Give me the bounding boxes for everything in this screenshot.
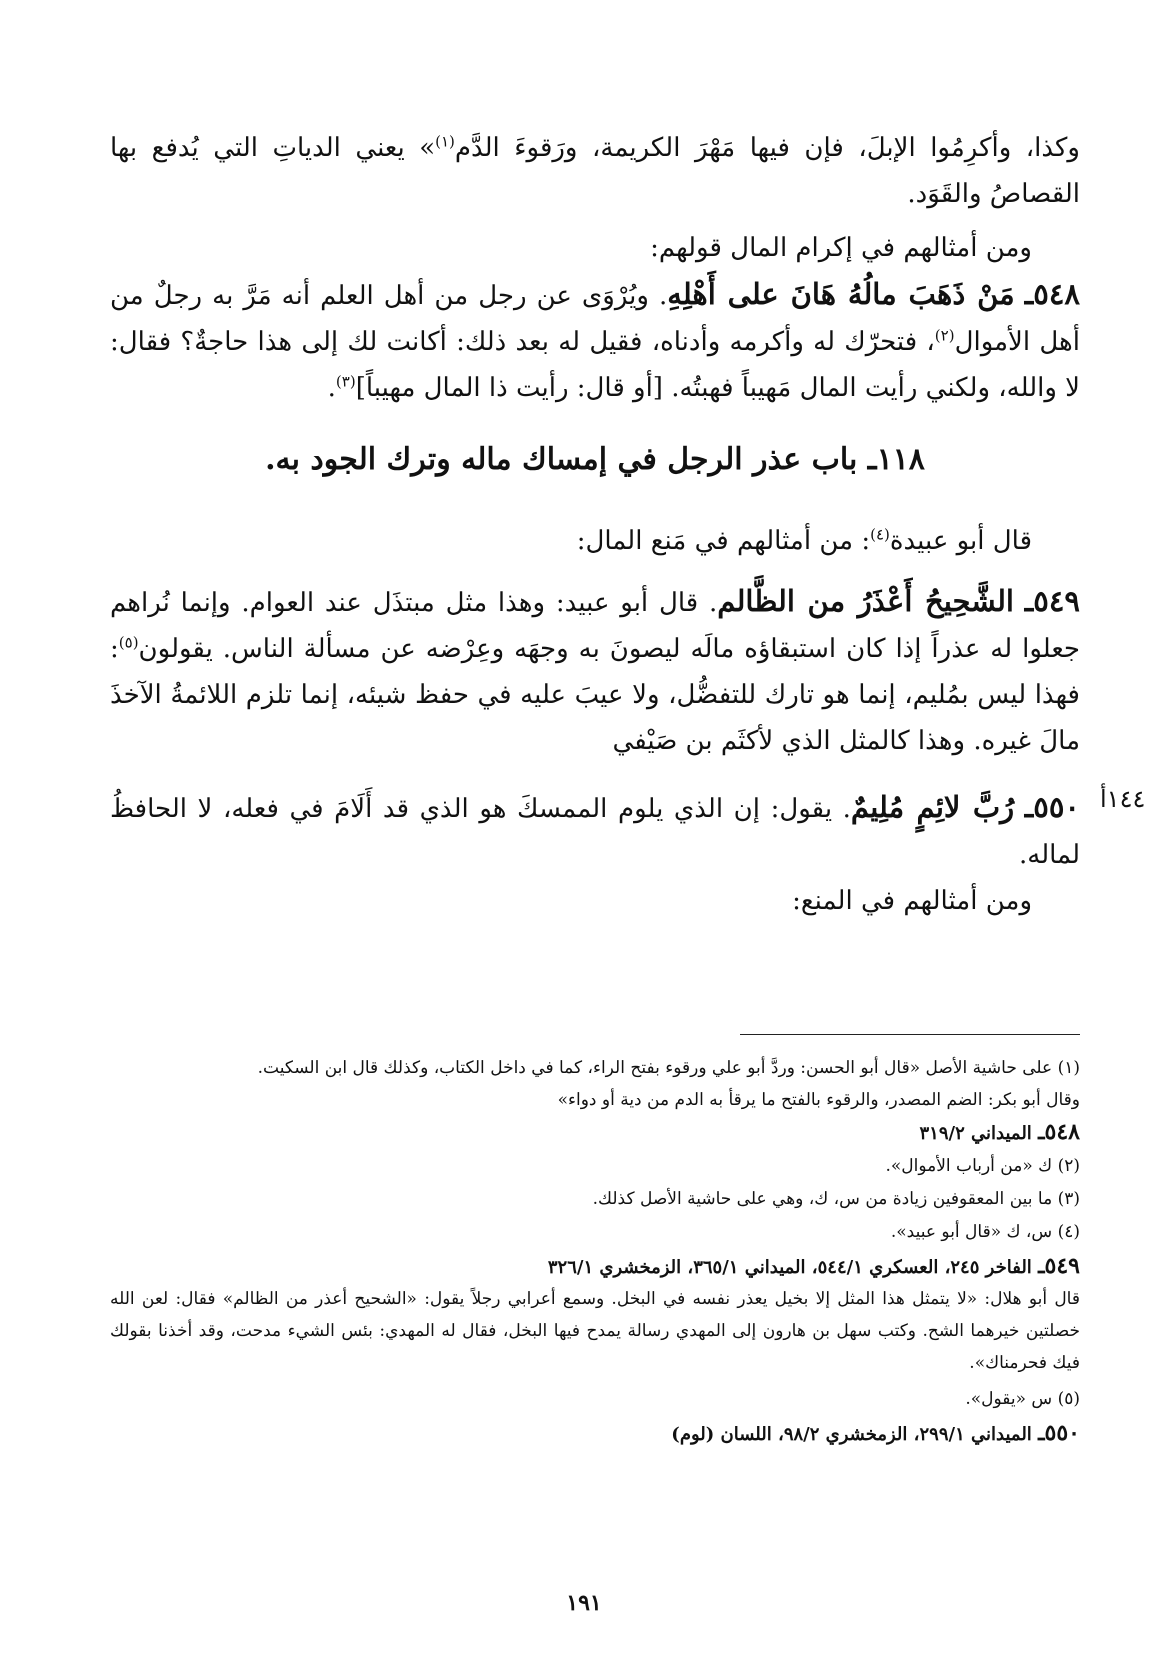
entry-550-proverb: رُبَّ لائِمٍ مُلِيمٌ xyxy=(850,790,1015,824)
source-550-text: الميداني ٢٩٩/١، الزمخشري ٩٨/٢، اللسان (لوم) xyxy=(671,1424,1032,1445)
footnote-1: (١) على حاشية الأصل «قال أبو الحسن: وردَّ أبو علي ورقوء بفتح الراء، كما في داخل الكتاب، وكذلك قال ابن السكيت. xyxy=(257,1058,1080,1078)
paragraph-3-rest: : من أمثالهم في مَنع المال: xyxy=(576,526,871,556)
source-550 xyxy=(110,1417,1080,1451)
entry-550-number: ٥٥٠ـ xyxy=(1024,790,1081,824)
source-548-text: الميداني ٣١٩/٢ xyxy=(919,1123,1032,1144)
page-number: ١٩١ xyxy=(566,1590,602,1616)
paragraph-2: ومن أمثالهم في إكرام المال قولهم: xyxy=(650,233,1032,263)
entry-548-proverb: مَنْ ذَهَبَ مالُهُ هَانَ على أَهْلِهِ xyxy=(667,277,1015,311)
entry-548-text-b: ، فتحرّك له وأكرمه وأدناه، فقيل له بعد ذلك: أكانت لك إلى هذا حاجةٌ؟ فقال: لا والله، ولكني رأيت المال مَهيباً فهبتُه. [أو قال: رأيت ذا المال مهيباً] xyxy=(110,327,1080,403)
source-549-note: قال أبو هلال: «لا يتمثل هذا المثل إلا بخيل يعذر نفسه في البخل. وسمع أعرابي رجلاً يقول: «الشحيح أعذر من الظالم» فقال: لعن الله خصلتين خيرهما الشح. وكتب سهل بن هارون إلى المهدي رسالة يمدح فيها البخل، فقال له المهدي: بئس الشيء مدحت، وقد أخذنا بقولك فيك فحرمناك». xyxy=(110,1289,1080,1373)
footnote-3: (٣) ما بين المعقوفين زيادة من س، ك، وهي على حاشية الأصل كذلك. xyxy=(592,1189,1080,1209)
paragraph-3 xyxy=(110,518,1080,564)
entry-548-end: . xyxy=(327,373,336,403)
entry-550-text: . يقول: إن الذي يلوم الممسكَ هو الذي قد أَلَامَ في فعله، لا الحافظُ لماله. xyxy=(110,794,1080,870)
entry-548 xyxy=(110,271,1080,411)
footnote-ref-2[interactable]: (٢) xyxy=(934,326,955,345)
entry-549-text-b: : فهذا ليس بمُليم، إنما هو تارك للتفضُّل، ولا عيبَ عليه في حفظ شيئه، إنما تلزم اللائمةُ الآخذَ مالَ غيره. وهذا كالمثل الذي لأكثَم بن صَيْفي xyxy=(110,634,1080,756)
footnote-ref-1[interactable]: (١) xyxy=(435,132,455,151)
paragraph-1-text: وكذا، وأكرِمُوا الإبلَ، فإن فيها مَهْرَ الكريمة، ورَقوءَ الدَّم xyxy=(454,133,1080,163)
source-550-number: ٥٥٠ـ xyxy=(1038,1420,1080,1446)
entry-549-number: ٥٤٩ـ xyxy=(1024,584,1081,618)
entry-549-proverb: الشَّحِيحُ أَعْذَرُ من الظَّالم xyxy=(717,584,1014,618)
entry-549-text: . قال أبو عبيد: وهذا مثل مبتذَل عند العوام. وإنما نُراهم جعلوا له عذراً إذا كان استبقاؤه مالَه ليصونَ به وجهَه وعِرْضه عن مسألة الناس. يقولون xyxy=(110,588,1080,664)
entry-549 xyxy=(110,578,1080,764)
source-548-number: ٥٤٨ـ xyxy=(1038,1119,1080,1145)
paragraph-1 xyxy=(110,125,1080,217)
main-text xyxy=(110,125,1080,411)
footnote-4: (٤) س، ك «قال أبو عبيد». xyxy=(890,1222,1080,1242)
paragraph-3-text: قال أبو عبيدة xyxy=(889,526,1032,556)
footnote-1-cont: وقال أبو بكر: الضم المصدر، والرقوء بالفتح ما يرقأ به الدم من دية أو دواء» xyxy=(557,1090,1080,1110)
paragraph-1-rest: » يعني الدياتِ التي يُدفع بها القصاصُ والقَوَد. xyxy=(110,133,1080,209)
footnote-ref-5[interactable]: (٥) xyxy=(118,633,139,652)
source-549-number: ٥٤٩ـ xyxy=(1038,1253,1080,1279)
footnote-ref-4[interactable]: (٤) xyxy=(870,525,890,544)
footnote-ref-3[interactable]: (٣) xyxy=(335,372,356,391)
entry-548-text: . ويُرْوَى عن رجل من أهل العلم أنه مَرَّ به رجلٌ من أهل الأموال xyxy=(110,281,1080,357)
manuscript-folio-ref: ١٤٤أ xyxy=(1100,785,1146,813)
footnote-2: (٢) ك «من أرباب الأموال». xyxy=(885,1156,1080,1176)
source-549-text: الفاخر ٢٤٥، العسكري ٥٤٤/١، الميداني ٣٦٥/١، الزمخشري ٣٢٦/١ xyxy=(547,1257,1032,1278)
paragraph-4: ومن أمثالهم في المنع: xyxy=(792,886,1032,916)
entry-550 xyxy=(110,784,1080,878)
chapter-heading: ١١٨ـ باب عذر الرجل في إمساك ماله وترك الجود به. xyxy=(265,442,925,477)
source-549 xyxy=(110,1250,1080,1284)
source-548 xyxy=(110,1116,1080,1150)
main-text-2 xyxy=(110,518,1080,924)
entry-548-number: ٥٤٨ـ xyxy=(1024,277,1081,311)
footnote-divider xyxy=(740,1034,1080,1035)
footnote-5: (٥) س «يقول». xyxy=(965,1389,1080,1409)
